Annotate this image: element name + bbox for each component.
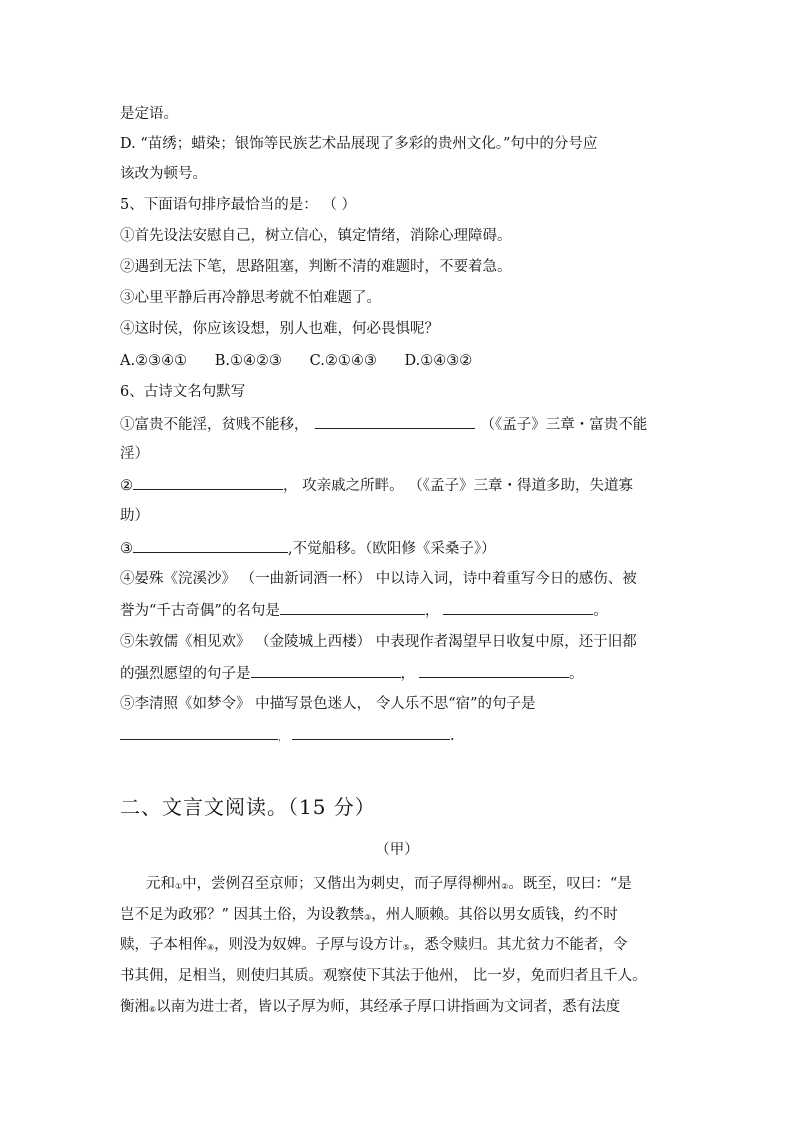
fill-blank[interactable] xyxy=(443,600,593,615)
text: ，悉令赎归。其尤贫力不能者，令 xyxy=(409,937,628,953)
passage-line xyxy=(120,997,680,1019)
poem-item-6: ⑤李清照《如梦令》 中描写景色迷人， 令人乐不思“宿”的句子是 xyxy=(120,696,536,712)
fill-blank[interactable] xyxy=(133,538,288,553)
poem-item-4-blanks xyxy=(120,600,680,621)
fill-blank[interactable] xyxy=(292,725,450,740)
sentence-3: ③心里平静后再冷静思考就不怕难题了。 xyxy=(120,290,381,306)
text: 元和 xyxy=(146,876,175,892)
passage-line xyxy=(120,905,680,927)
text: 以南为进士者，皆以子厚为师，其经承子厚口讲指画为文词者，悉有法度 xyxy=(156,999,621,1015)
text: 的强烈愿望的句子是 xyxy=(120,666,251,682)
sentence-4: ④这时侯，你应该设想，别人也难，何必畏惧呢？ xyxy=(120,321,439,337)
passage-line: 书其佣，足相当，则使归其质。观察使下其法于他州， 比一岁，免而归者且千人。 xyxy=(120,968,647,984)
text-line: 是定语。 xyxy=(120,106,178,122)
fill-blank[interactable] xyxy=(419,663,569,678)
poem-item-3 xyxy=(120,538,680,559)
text: ， xyxy=(400,666,415,682)
text: （《孟子》三章・富贵不能 xyxy=(480,417,648,433)
fill-blank[interactable] xyxy=(120,725,278,740)
footnote-marker: ① xyxy=(175,882,183,891)
answer-options: A.②③④① B.①④②③ C.②①④③ D.①④③② xyxy=(120,353,473,369)
poem-item-5-blanks xyxy=(120,663,680,684)
text: ，则没为奴婢。子厚与设方计 xyxy=(214,937,403,953)
poem-item-1 xyxy=(120,414,680,435)
footnote-marker: ⑤ xyxy=(402,943,410,952)
text: . xyxy=(450,728,455,744)
text: ①富贵不能淫，贫贱不能移， xyxy=(120,417,309,433)
footnote-marker: ③ xyxy=(364,913,372,922)
fill-blank[interactable] xyxy=(133,475,283,490)
text: ② xyxy=(120,478,133,494)
text: 衡湘 xyxy=(120,999,149,1015)
fill-blank[interactable] xyxy=(315,414,475,429)
text: ， xyxy=(278,733,286,742)
footnote-marker: ⑥ xyxy=(149,1005,157,1014)
text: 。 xyxy=(569,666,584,682)
passage-line xyxy=(120,935,680,957)
footnote-marker: ② xyxy=(501,882,509,891)
question-6: 6、古诗文名句默写 xyxy=(120,384,246,400)
text-line: 该改为顿号。 xyxy=(120,166,207,182)
poem-item-5: ⑤朱敦儒《相见欢》 （金陵城上西楼） 中表现作者渴望早日收复中原，还于旧都 xyxy=(120,634,637,650)
poem-item-4: ④晏殊《浣溪沙》 （一曲新词酒一杯） 中以诗入词，诗中着重写今日的感伤、被 xyxy=(120,571,637,587)
text: 岂不足为政邪？” 因其土俗，为设教禁 xyxy=(120,907,365,923)
poem-item-6-blanks xyxy=(120,725,680,748)
text: ③ xyxy=(120,541,133,557)
text-line: 助） xyxy=(120,508,149,524)
text: ， xyxy=(424,603,440,619)
sentence-1: ①首先设法安慰自己，树立信心，镇定情绪，消除心理障碍。 xyxy=(120,228,512,244)
poem-item-2 xyxy=(120,475,680,496)
text: 赎，子本相侔 xyxy=(120,937,207,953)
footnote-marker: ④ xyxy=(207,943,215,952)
text: ，州人顺赖。其俗以男女质钱，约不时 xyxy=(371,907,618,923)
text: ,不觉船移。（欧阳修《采桑子》） xyxy=(288,541,496,557)
text-line: 淫） xyxy=(120,446,149,462)
sentence-2: ②遇到无法下笔，思路阻塞，判断不清的难题时，不要着急。 xyxy=(120,259,512,275)
text: 誉为“千古奇偶”的名句是 xyxy=(120,603,280,619)
text: ， 攻亲戚之所畔。 （《孟子》三章・得道多助，失道寡 xyxy=(283,478,633,494)
section-title: 二、文言文阅读。（15 分） xyxy=(120,795,376,819)
text-line: D. “苗绣；蜡染；银饰等民族艺术品展现了多彩的贵州文化。”句中的分号应 xyxy=(120,136,598,152)
text: 中，尝例召至京师；又偕出为刺史，而子厚得柳州 xyxy=(182,876,502,892)
fill-blank[interactable] xyxy=(280,600,425,615)
fill-blank[interactable] xyxy=(251,663,401,678)
passage-label: （甲） xyxy=(375,842,419,858)
question-5: 5、下面语句排序最恰当的是： （ ） xyxy=(120,197,356,213)
text: 。 xyxy=(593,603,608,619)
text: 。既至，叹曰：“是 xyxy=(508,876,632,892)
passage-line xyxy=(146,874,680,896)
